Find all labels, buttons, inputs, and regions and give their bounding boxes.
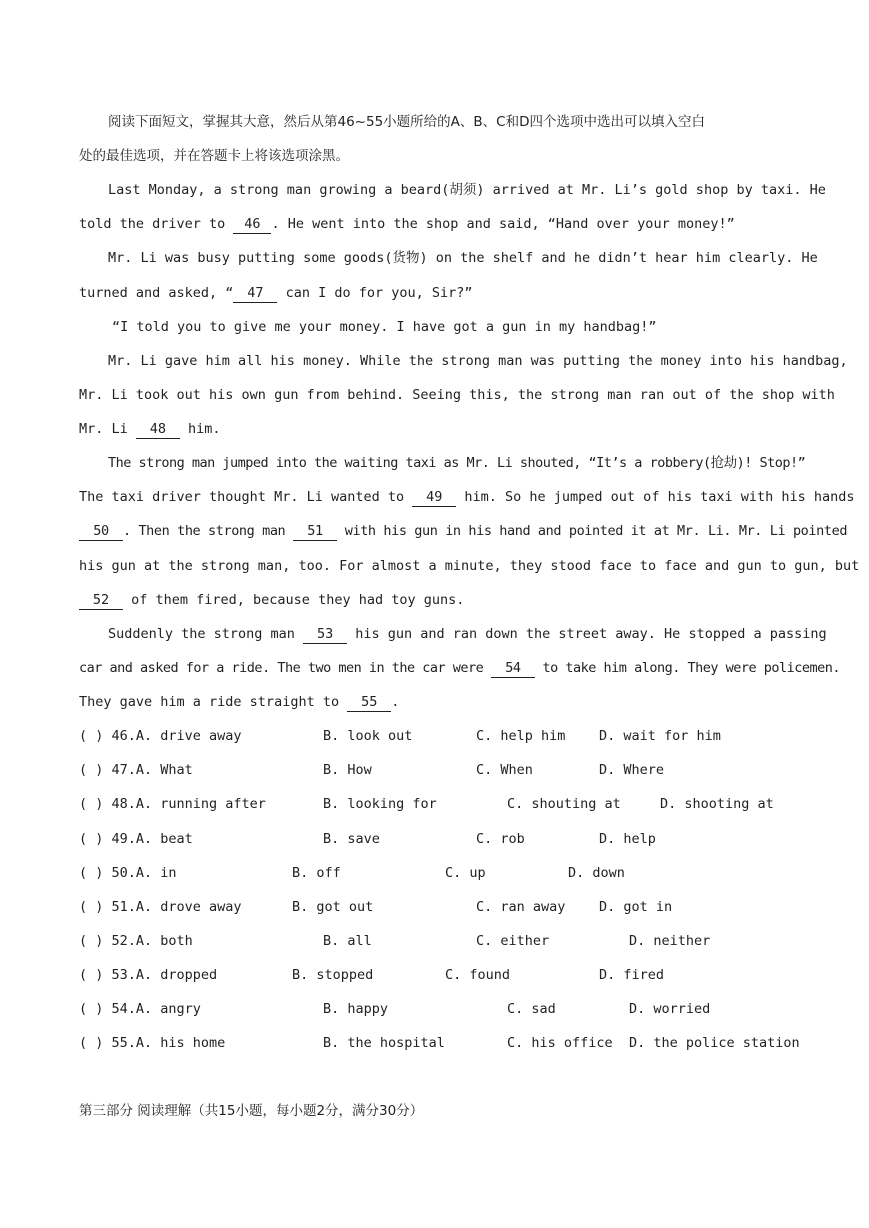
passage-text: Mr. Li [79,421,136,437]
question-option-d: D. neither [629,933,711,949]
question-row [79,828,791,850]
passage-line: his gun at the strong man, too. For almost a minute, they stood face to face and gun to gun, but [79,558,860,574]
question-row [79,1032,800,1054]
passage-text: his gun and ran down the street away. He stopped a passing [347,626,827,642]
passage-line [79,418,791,440]
question-option-c: C. shouting at [507,796,621,812]
passage-text: . [391,694,400,710]
question-option-d: D. wait for him [599,728,721,744]
blank-53: 53 [303,625,347,644]
question-option-b: B. the hospital [323,1035,445,1051]
question-row [79,930,791,952]
passage-line [79,589,791,611]
question-row [79,896,791,918]
passage-text: turned and asked, “ [79,285,234,301]
blank-54: 54 [491,659,535,678]
passage-line: The strong man jumped into the waiting taxi as Mr. Li shouted, “It’s a robbery(抢劫)! Stop!” [108,455,806,471]
question-option-d: D. down [568,865,625,881]
question-option-b: B. How [323,762,372,778]
question-option-c: C. his office [507,1035,613,1051]
passage-text: him. So he jumped out of his taxi with his hands [456,489,855,505]
blank-49: 49 [412,488,456,507]
section-heading: 第三部分 阅读理解（共15小题，每小题2分，满分30分） [79,1103,424,1119]
passage-line: “I told you to give me your money. I have got a gun in my handbag!” [112,319,657,335]
blank-52: 52 [79,591,123,610]
passage-text: The taxi driver thought Mr. Li wanted to [79,489,413,505]
question-option-a: ( ) 52.A. both [79,933,193,949]
question-option-b: B. all [323,933,372,949]
question-option-a: ( ) 50.A. in [79,865,177,881]
question-option-d: D. help [599,831,656,847]
question-option-a: ( ) 54.A. angry [79,1001,201,1017]
passage-text: can I do for you, Sir?” [277,285,473,301]
passage-text: car and asked for a ride. The two men in the car were [79,660,491,676]
question-option-b: B. happy [323,1001,389,1017]
question-option-b: B. stopped [292,967,374,983]
question-row [79,964,791,986]
passage-line: Mr. Li took out his own gun from behind. Seeing this, the strong man ran out of the shop with [79,387,835,403]
passage-text: . Then the strong man [123,523,294,539]
question-option-a: ( ) 48.A. running after [79,796,266,812]
question-option-a: ( ) 49.A. beat [79,831,193,847]
question-option-d: D. Where [599,762,665,778]
passage-text: told the driver to [79,216,234,232]
question-row [79,759,791,781]
passage-text: to take him along. They were policemen. [534,660,841,676]
question-option-b: B. looking for [323,796,437,812]
question-option-d: D. fired [599,967,665,983]
passage-line [79,213,791,235]
passage-line [79,282,791,304]
instructions-line-1: 阅读下面短文，掌握其大意，然后从第46~55小题所给的A、B、C和D四个选项中选出可以填入空白 [108,114,705,130]
question-row [79,998,791,1020]
passage-text: They gave him a ride straight to [79,694,348,710]
question-option-c: C. found [445,967,511,983]
passage-text: Suddenly the strong man [108,626,304,642]
question-option-a: ( ) 47.A. What [79,762,193,778]
question-option-c: C. When [476,762,533,778]
passage-line [79,520,848,542]
question-option-b: B. look out [323,728,413,744]
blank-48: 48 [136,420,180,439]
passage-line [108,623,827,645]
passage-text: of them fired, because they had toy guns. [123,592,465,608]
question-option-d: D. shooting at [660,796,774,812]
question-option-c: C. rob [476,831,525,847]
passage-line [79,657,841,679]
question-option-c: C. up [445,865,486,881]
question-option-b: B. save [323,831,380,847]
passage-line [79,691,791,713]
question-option-d: D. worried [629,1001,711,1017]
blank-46: 46 [233,215,271,234]
passage-line: Last Monday, a strong man growing a beard(胡须) arrived at Mr. Li’s gold shop by taxi. He [108,182,826,198]
question-option-c: C. ran away [476,899,566,915]
passage-text: with his gun in his hand and pointed it at Mr. Li. Mr. Li pointed [337,523,848,539]
question-option-d: D. got in [599,899,673,915]
question-option-c: C. sad [507,1001,556,1017]
question-option-a: ( ) 55.A. his home [79,1035,226,1051]
question-option-a: ( ) 46.A. drive away [79,728,242,744]
instructions-line-2: 处的最佳选项，并在答题卡上将该选项涂黑。 [79,148,349,164]
question-row [79,725,791,747]
passage-text: him. [179,421,221,437]
question-option-a: ( ) 51.A. drove away [79,899,242,915]
passage-line [79,486,855,508]
passage-line: Mr. Li was busy putting some goods(货物) on the shelf and he didn’t hear him clearly. He [108,250,818,266]
question-option-d: D. the police station [629,1035,800,1051]
question-option-c: C. help him [476,728,566,744]
blank-47: 47 [233,284,277,303]
blank-50: 50 [79,522,123,541]
question-row [79,793,791,815]
blank-51: 51 [293,522,337,541]
passage-line: Mr. Li gave him all his money. While the strong man was putting the money into his handbag, [108,353,848,369]
passage-text: . He went into the shop and said, “Hand over your money!” [271,216,735,232]
question-option-a: ( ) 53.A. dropped [79,967,218,983]
question-option-c: C. either [476,933,550,949]
question-option-b: B. off [292,865,341,881]
question-row [79,862,791,884]
question-option-b: B. got out [292,899,374,915]
blank-55: 55 [347,693,391,712]
